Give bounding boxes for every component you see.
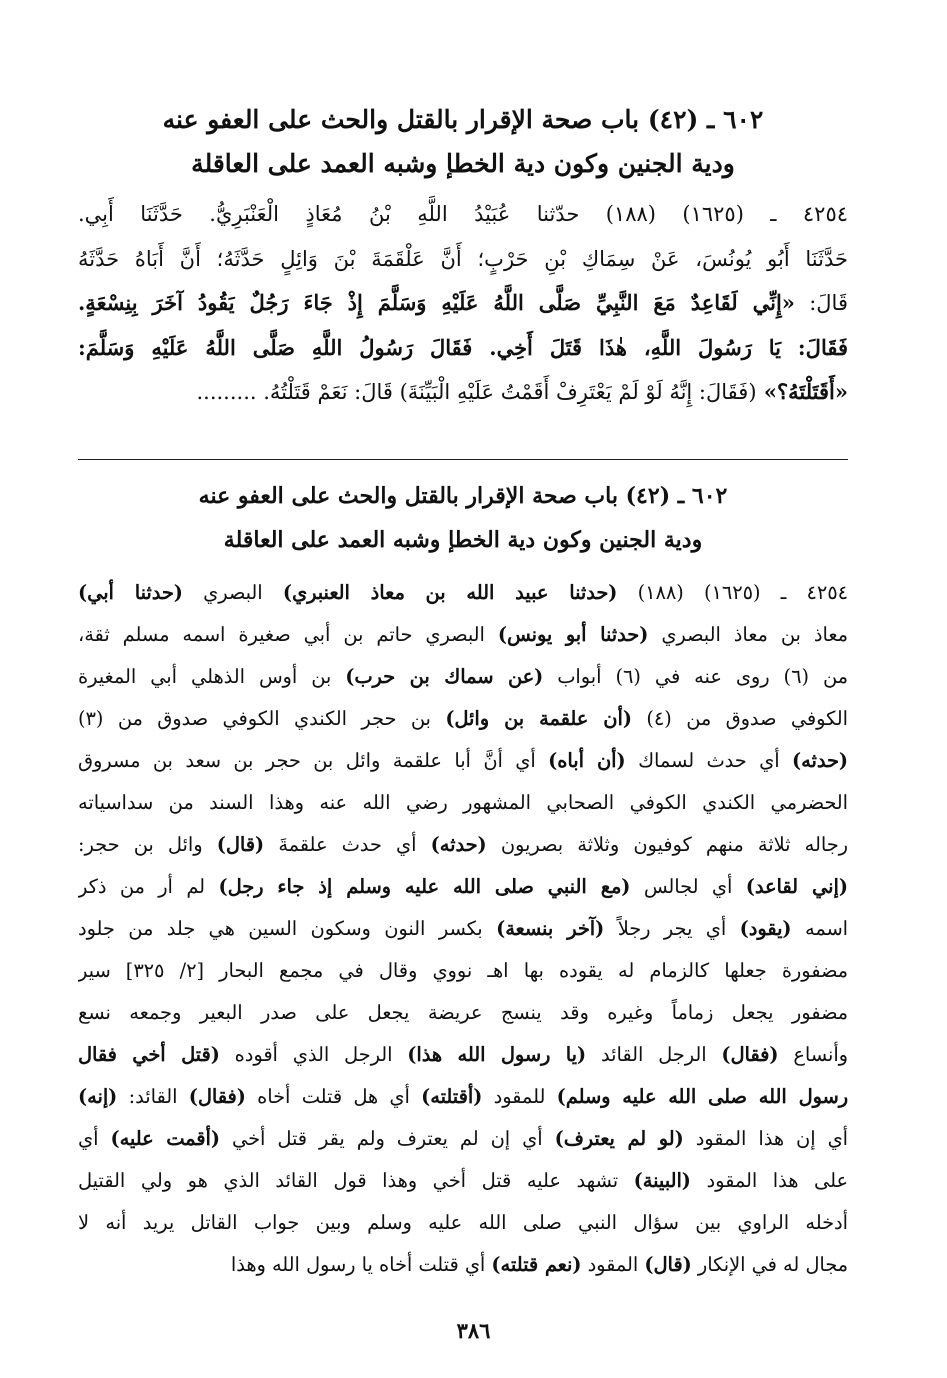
text-line [78, 281, 848, 326]
quoted-text: (إنه) [78, 1085, 118, 1108]
quoted-text: (البينة) [633, 1169, 691, 1192]
plain-text: أي لجالس [630, 875, 746, 898]
plain-text: البصري حاتم بن أبي صغيرة اسمه مسلم ثقة، [78, 623, 498, 646]
quoted-text: (مع النبي صلى الله عليه وسلم إذ جاء رجل) [218, 875, 631, 898]
quoted-text: (قال) [216, 833, 265, 856]
quoted-text: (إني لقاعد) [745, 875, 848, 898]
quoted-text: (أن أباه) [548, 749, 626, 772]
text-line [78, 1202, 848, 1244]
plain-text: أدخله الراوي بين سؤال النبي صلى الله عليه وسلم وبين جواب القاتل يريد أنه لا [78, 1211, 848, 1234]
quoted-text: (حدثنا عبيد الله بن معاذ العنبري) [282, 581, 618, 604]
text-line [78, 326, 848, 371]
plain-text: مضفورة جعلها كالزمام له يقوده بها اهـ نووي وقال في مجمع البحار [٢/ ٣٢٥] سير [78, 959, 848, 982]
quoted-text: (حدثه) [430, 833, 487, 856]
text-line [78, 1118, 848, 1160]
quoted-text: (فقال) [188, 1085, 246, 1108]
plain-text: بن حجر الكندي الكوفي صدوق من (٣) [78, 707, 446, 730]
quoted-text: فَقَالَ: يَا رَسُولَ اللَّهِ، هٰذَا قَتَلَ أَخِي. فَقَالَ رَسُولُ اللَّهِ صَلَّى اللَّهُ عَلَيْهِ وَسَلَّمَ: [78, 334, 848, 360]
plain-text: بن أوس الذهلي أبي المغيرة [78, 665, 346, 688]
heading-line: ودية الجنين وكون دية الخطإ وشبه العمد على العاقلة [191, 149, 735, 178]
footnote-separator [78, 459, 848, 460]
quoted-text: (آخر بنسعة) [496, 917, 605, 940]
text-line [78, 237, 848, 282]
text-line [78, 1034, 848, 1076]
plain-text: مجال له في الإنكار [691, 1253, 848, 1276]
plain-text: بكسر النون وسكون السين هي جلد من جلود [78, 917, 497, 940]
plain-text: القائد: [117, 1085, 189, 1108]
quoted-text: (حدثنا أبو يونس) [497, 623, 649, 646]
text-line [78, 866, 848, 908]
text-line [78, 698, 848, 740]
quoted-text: (أقتلته) [421, 1085, 483, 1108]
quoted-text: (قتل أخي فقال [78, 1043, 220, 1066]
plain-text: لم أر من ذكر [78, 875, 219, 898]
plain-text: أي إن هذا المقود [683, 1127, 848, 1150]
plain-text: للمقود [482, 1085, 557, 1108]
plain-text: أي حدث لسماك [625, 749, 792, 772]
text-line [78, 192, 848, 237]
plain-text: قَالَ: [794, 291, 848, 315]
text-line [78, 950, 848, 992]
quoted-text: «إِنِّي لَقَاعِدٌ مَعَ النَّبِيِّ صَلَّى اللَّهُ عَلَيْهِ وَسَلَّمَ إِذْ جَاءَ رَجُلٌ يَقُودُ آخَرَ بِنِسْعَةٍ. [78, 290, 795, 315]
text-line [78, 614, 848, 656]
plain-text: المقود [581, 1253, 645, 1276]
plain-text: من (٦) روى عنه في (٦) أبواب [543, 665, 848, 688]
quoted-text: رسول الله صلى الله عليه وسلم) [556, 1085, 848, 1108]
plain-text: وأنساع [778, 1043, 848, 1066]
plain-text: اسمه [791, 917, 848, 940]
quoted-text: (يقود) [739, 917, 792, 940]
quoted-text: (عن سماك بن حرب) [345, 665, 544, 688]
commentary-heading [78, 474, 848, 562]
text-line [78, 824, 848, 866]
quoted-text: (أن علقمة بن وائل) [445, 707, 632, 730]
heading-line: ودية الجنين وكون دية الخطإ وشبه العمد على العاقلة [223, 527, 703, 553]
quoted-text: (حدثه) [792, 749, 848, 772]
plain-text: البصري [182, 581, 283, 604]
plain-text: الحضرمي الكندي الكوفي الصحابي المشهور رضي الله عنه وهذا السند من سداسياته [78, 791, 848, 814]
plain-text: على هذا المقود [690, 1169, 848, 1192]
plain-text: أي أنَّ أبا علقمة وائل بن حجر بن سعد بن مسروق [78, 749, 549, 772]
plain-text: أي [78, 1127, 111, 1150]
text-line [78, 572, 848, 614]
quoted-text: «أَقَتَلْتَهُ؟» [756, 379, 848, 404]
plain-text: أي قتلت أخاه يا رسول الله وهذا [230, 1253, 492, 1276]
plain-text: وائل بن حجر: [78, 833, 217, 856]
quoted-text: (يا رسول الله هذا) [407, 1043, 587, 1066]
plain-text: أي يجر رجلاً [604, 917, 740, 940]
quoted-text: (حدثنا أبي) [78, 581, 183, 604]
plain-text: الرجل الذي أقوده [219, 1043, 408, 1066]
heading-line: ٦٠٢ ـ (٤٢) باب صحة الإقرار بالقتل والحث على العفو عنه [198, 483, 728, 509]
plain-text: تشهد عليه قتل أخي وهذا قول القائد الذي هو ولي القتيل [78, 1169, 634, 1192]
plain-text: أي إن لم يعترف ولم يقر قتل أخي [220, 1127, 555, 1150]
commentary-body [78, 572, 848, 1286]
plain-text: الكوفي صدوق من (٤) [631, 707, 848, 730]
plain-text: أي هل قتلت أخاه [245, 1085, 422, 1108]
quoted-text: (قال) [644, 1253, 692, 1276]
text-line [78, 992, 848, 1034]
text-line [78, 1160, 848, 1202]
plain-text: ٤٢٥٤ ـ (١٦٢٥) (١٨٨) [617, 581, 848, 604]
text-line [78, 1244, 848, 1286]
plain-text: مضفور يجعل زماماً وغيره وقد ينسج عريضة يجعل على صدر البعير وجمعه نسع [78, 1001, 848, 1024]
hadith-body [78, 192, 848, 415]
text-line [78, 908, 848, 950]
chapter-heading [78, 98, 848, 186]
text-line [78, 656, 848, 698]
quoted-text: (نعم قتلته) [491, 1253, 582, 1276]
plain-text: (فَقَالَ: إِنَّهُ لَوْ لَمْ يَعْتَرِفْ أَقَمْتُ عَلَيْهِ الْبَيِّنَةَ) قَالَ: نَعَمْ قَتَلْتُهُ. ......... [196, 380, 757, 404]
quoted-text: (أقمت عليه) [110, 1127, 221, 1150]
heading-line: ٦٠٢ ـ (٤٢) باب صحة الإقرار بالقتل والحث على العفو عنه [162, 105, 764, 134]
quoted-text: (لو لم يعترف) [554, 1127, 684, 1150]
plain-text: حَدَّثَنَا أَبُو يُونُسَ، عَنْ سِمَاكِ بْنِ حَرْبٍ؛ أَنَّ عَلْقَمَةَ بْنَ وَائِلٍ حَدَّثَهُ؛ أَنَّ أَبَاهُ حَدَّثَهُ [78, 246, 848, 271]
plain-text: رجاله ثلاثة منهم كوفيون وثلاثة بصريون [486, 833, 848, 856]
plain-text: الرجل القائد [586, 1043, 722, 1066]
text-line [78, 740, 848, 782]
commentary-section [78, 474, 848, 1286]
text-line [78, 370, 848, 415]
hadith-text-section [78, 98, 848, 415]
text-line [78, 782, 848, 824]
plain-text: معاذ بن معاذ البصري [648, 623, 848, 646]
text-line [78, 1076, 848, 1118]
plain-text: أي حدث علقمةَ [264, 833, 431, 856]
page-number: ٣٨٦ [456, 1318, 491, 1343]
plain-text: ٤٢٥٤ ـ (١٦٢٥) (١٨٨) حدّثنا عُبَيْدُ اللَّهِ بْنُ مُعَاذٍ الْعَنْبَرِيُّ. حَدَّثَنَا أَبِي. [78, 202, 848, 226]
quoted-text: (فقال) [721, 1043, 779, 1066]
